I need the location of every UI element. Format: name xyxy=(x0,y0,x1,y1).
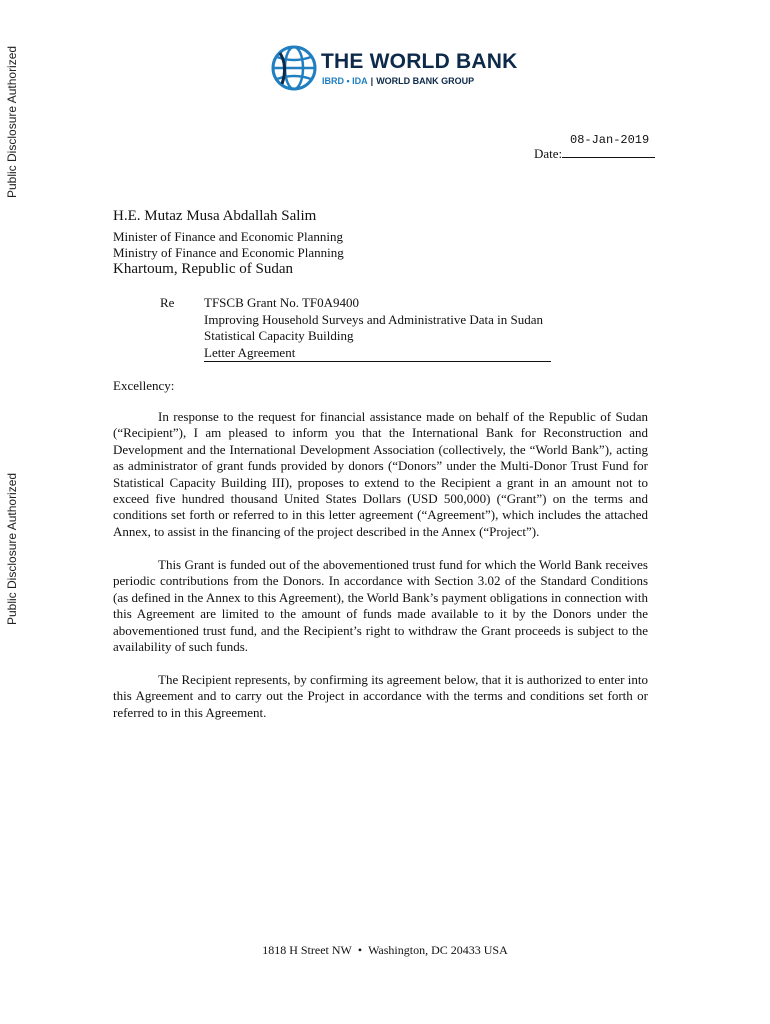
body-paragraph-3: The Recipient represents, by confirming its agreement below, that it is authorized to enter into this Agreement and to carry out the Project in accordance with the terms and conditions set forth or referred to in this Agreement. xyxy=(113,672,648,720)
date-stamp: 08-Jan-2019 xyxy=(570,133,650,147)
logo-wordmark: THE WORLD BANK xyxy=(321,50,518,73)
re-project-title: Improving Household Surveys and Administrative Data in Sudan xyxy=(204,312,544,327)
logo-subtitle: IBRD • IDA | WORLD BANK GROUP xyxy=(322,76,475,86)
re-document-type: Letter Agreement xyxy=(204,345,551,362)
recipient-city: Khartoum, Republic of Sudan xyxy=(113,261,293,277)
globe-icon xyxy=(270,44,318,92)
date-field: Date: xyxy=(534,146,655,162)
recipient-name: H.E. Mutaz Musa Abdallah Salim xyxy=(113,208,317,224)
public-disclosure-label-top: Public Disclosure Authorized xyxy=(5,45,19,198)
re-grant-number: TFSCB Grant No. TF0A9400 xyxy=(204,295,360,310)
re-program: Statistical Capacity Building xyxy=(204,328,354,343)
recipient-ministry: Ministry of Finance and Economic Planning xyxy=(113,245,344,260)
body-paragraph-1: In response to the request for financial assistance made on behalf of the Republic of Sudan (“Recipient”), I am pleased to inform you that the International Bank for Reconstruction and Development and the International Development Association (collectively, the “World Bank”), acting as administrator of grant funds provided by donors (“Donors” under the Multi-Donor Trust Fund for Statistical Capacity Building III), proposes to extend to the Recipient a grant in an amount not to exceed five hundred thousand United States Dollars (USD 500,000) (“Grant”) on the terms and conditions set forth or referred to in this letter agreement (“Agreement”), which includes the attached Annex, to assist in the financing of the project described in the Annex (“Project”). xyxy=(113,409,648,539)
salutation: Excellency: xyxy=(113,378,175,393)
public-disclosure-label-middle: Public Disclosure Authorized xyxy=(5,472,19,625)
world-bank-logo xyxy=(270,44,518,94)
body-paragraph-2: This Grant is funded out of the abovementioned trust fund for which the World Bank receives periodic contributions from the Donors. In accordance with Section 3.02 of the Standard Conditions (as defined in the Annex to this Agreement), the World Bank’s payment obligations in connection with this Agreement are limited to the amount of funds made available to it by the Donors under the abovementioned trust fund, and the Recipient’s right to withdraw the Grant proceeds is subject to the availability of such funds. xyxy=(113,557,648,655)
footer-address: 1818 H Street NW • Washington, DC 20433 USA xyxy=(262,943,508,957)
re-label: Re xyxy=(160,295,175,310)
recipient-title: Minister of Finance and Economic Planning xyxy=(113,229,343,244)
